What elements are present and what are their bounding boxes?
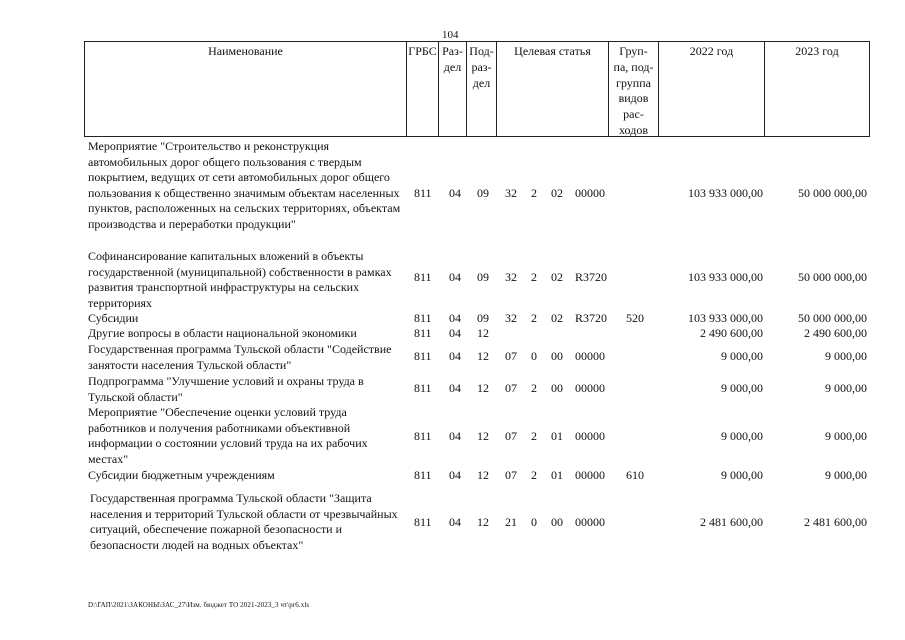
row-target-3: 00 [551,515,563,529]
row-podrazdel: 09 [477,186,489,200]
row-name: Софинансирование капитальных вложений в объекты государственной (муниципальной) собственности в рамках развития транспортной инфраструктуры на сельских территориях [88,249,392,310]
row-target-4: 00000 [575,349,605,363]
row-name: Субсидии [88,311,139,325]
row-target-1: 32 [505,311,517,325]
row-2023: 9 000,00 [825,381,867,395]
row-grbs: 811 [414,326,432,340]
row-2022: 2 481 600,00 [700,515,763,529]
row-name: Подпрограмма "Улучшение условий и охраны труда в Тульской области" [88,374,364,404]
row-target-3: 01 [551,468,563,482]
row-target-2: 2 [531,311,537,325]
row-target-3: 00 [551,349,563,363]
row-2022: 9 000,00 [721,429,763,443]
row-target-1: 07 [505,381,517,395]
row-group: 520 [626,311,644,325]
row-name: Мероприятие "Обеспечение оценки условий труда работников и получения работниками объективной информации о состоянии условий труда на их рабочих местах" [88,405,368,466]
row-target-2: 2 [531,186,537,200]
row-target-4: R3720 [575,270,608,284]
row-name: Другие вопросы в области национальной экономики [88,326,357,340]
row-group: 610 [626,468,644,482]
header-razdel: Раз- дел [439,42,467,136]
row-2022: 103 933 000,00 [688,270,763,284]
row-2022: 9 000,00 [721,468,763,482]
row-2022: 9 000,00 [721,381,763,395]
page-number: 104 [442,29,459,41]
row-name: Мероприятие "Строительство и реконструкция автомобильных дорог общего пользования с твердым покрытием, ведущих от сети автомобильных дорог общего пользования к общественно значимым объектам населенных пунктов, расположенных на сельских территориях, объектам производства и переработки продукции" [88,139,401,231]
row-2022: 103 933 000,00 [688,311,763,325]
row-target-1: 32 [505,270,517,284]
row-target-4: 00000 [575,429,605,443]
row-podrazdel: 12 [477,381,489,395]
header-target: Целевая статья [497,42,609,136]
row-target-1: 07 [505,429,517,443]
row-razdel: 04 [449,270,461,284]
row-razdel: 04 [449,349,461,363]
row-razdel: 04 [449,381,461,395]
row-target-3: 00 [551,381,563,395]
row-podrazdel: 12 [477,349,489,363]
row-razdel: 04 [449,326,461,340]
row-2022: 2 490 600,00 [700,326,763,340]
row-razdel: 04 [449,429,461,443]
row-grbs: 811 [414,381,432,395]
row-2023: 2 490 600,00 [804,326,867,340]
row-2023: 50 000 000,00 [798,270,867,284]
row-podrazdel: 12 [477,468,489,482]
row-target-2: 0 [531,515,537,529]
row-target-2: 2 [531,270,537,284]
row-name: Государственная программа Тульской области "Содействие занятости населения Тульской области" [88,342,392,372]
row-podrazdel: 12 [477,429,489,443]
row-grbs: 811 [414,311,432,325]
header-podrazdel: Под- раз- дел [467,42,497,136]
row-2023: 9 000,00 [825,429,867,443]
row-target-4: 00000 [575,515,605,529]
row-grbs: 811 [414,515,432,529]
row-grbs: 811 [414,186,432,200]
row-grbs: 811 [414,429,432,443]
row-target-1: 21 [505,515,517,529]
file-path-footer: D:\ГАП\2021\ЗАКОНЫ\ЗАС_27\Изм. бюджет ТО 2021-2023_3 чт\pr6.xls [88,601,310,609]
row-razdel: 04 [449,186,461,200]
row-target-3: 02 [551,270,563,284]
row-2023: 50 000 000,00 [798,186,867,200]
header-name: Наименование [85,42,407,136]
row-2023: 50 000 000,00 [798,311,867,325]
row-2023: 9 000,00 [825,349,867,363]
row-podrazdel: 09 [477,311,489,325]
row-2022: 103 933 000,00 [688,186,763,200]
row-podrazdel: 09 [477,270,489,284]
row-target-4: 00000 [575,186,605,200]
row-name: Государственная программа Тульской области "Защита населения и территорий Тульской области от чрезвычайных ситуаций, обеспечение пожарной безопасности и безопасности людей на водных объектах" [90,491,398,552]
row-podrazdel: 12 [477,326,489,340]
row-target-1: 32 [505,186,517,200]
row-grbs: 811 [414,349,432,363]
header-grbs: ГРБС [407,42,439,136]
row-target-4: 00000 [575,381,605,395]
row-target-2: 2 [531,429,537,443]
row-2022: 9 000,00 [721,349,763,363]
row-target-3: 01 [551,429,563,443]
row-target-4: 00000 [575,468,605,482]
row-2023: 9 000,00 [825,468,867,482]
row-target-3: 02 [551,311,563,325]
row-grbs: 811 [414,270,432,284]
table-header [84,41,870,137]
row-grbs: 811 [414,468,432,482]
row-name: Субсидии бюджетным учреждениям [88,468,275,482]
header-group: Груп- па, под- группа видов рас- ходов [609,42,659,136]
row-target-1: 07 [505,468,517,482]
header-2023: 2023 год [795,44,839,58]
row-razdel: 04 [449,468,461,482]
row-target-2: 2 [531,468,537,482]
row-target-4: R3720 [575,311,608,325]
row-target-3: 02 [551,186,563,200]
row-razdel: 04 [449,515,461,529]
row-target-2: 0 [531,349,537,363]
row-2023: 2 481 600,00 [804,515,867,529]
header-2022: 2022 год [659,42,765,136]
row-razdel: 04 [449,311,461,325]
row-podrazdel: 12 [477,515,489,529]
row-target-2: 2 [531,381,537,395]
row-target-1: 07 [505,349,517,363]
